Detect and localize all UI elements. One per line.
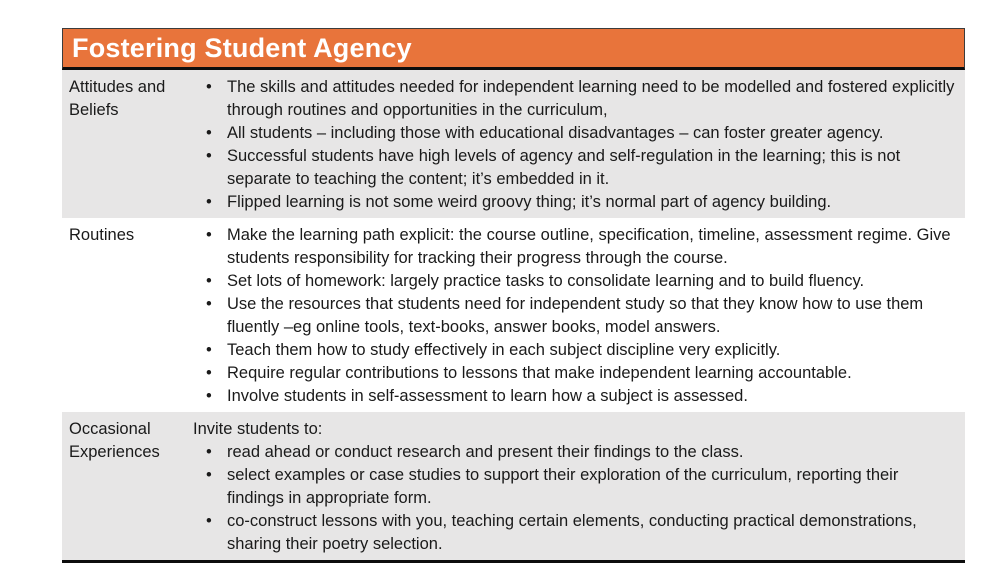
bullet-item: • Flipped learning is not some weird groovy thing; it’s normal part of agency building. <box>190 191 957 214</box>
row-label: Attitudes and Beliefs <box>69 78 166 119</box>
row-content <box>190 412 965 560</box>
table-row <box>62 70 965 218</box>
row-label: Occasional Experiences <box>69 420 160 461</box>
row-content <box>190 218 965 412</box>
table-header <box>62 28 965 70</box>
bullet-item: • The skills and attitudes needed for independent learning need to be modelled and fostered explicitly through routines and opportunities in the curriculum, <box>190 76 957 122</box>
bullet-item: • Involve students in self-assessment to learn how a subject is assessed. <box>190 385 957 408</box>
bullet-list <box>190 76 957 214</box>
row-content <box>190 70 965 218</box>
bullet-item: • co-construct lessons with you, teaching certain elements, conducting practical demonstrations, sharing their poetry selection. <box>190 510 957 556</box>
bullet-list <box>190 224 957 408</box>
bullet-list <box>190 441 957 556</box>
bullet-item: • Use the resources that students need for independent study so that they know how to use them fluently –eg online tools, text-books, answer books, model answers. <box>190 293 957 339</box>
page-title: Fostering Student Agency <box>72 32 412 63</box>
table-body <box>62 70 965 560</box>
bullet-item: • select examples or case studies to support their exploration of the curriculum, reporting their findings in appropriate form. <box>190 464 957 510</box>
bullet-item: • Make the learning path explicit: the course outline, specification, timeline, assessment regime. Give students responsibility for tracking their progress through the course. <box>190 224 957 270</box>
table-row <box>62 412 965 560</box>
bullet-item: • Require regular contributions to lessons that make independent learning accountable. <box>190 362 957 385</box>
bullet-item: • Teach them how to study effectively in each subject discipline very explicitly. <box>190 339 957 362</box>
row-lead: Invite students to: <box>193 420 323 438</box>
row-label: Routines <box>69 226 135 244</box>
table-row <box>62 218 965 412</box>
bullet-item: • read ahead or conduct research and present their findings to the class. <box>190 441 957 464</box>
bullet-item: • Successful students have high levels of agency and self-regulation in the learning; this is not separate to teaching the content; it’s embedded in it. <box>190 145 957 191</box>
fostering-agency-table <box>62 28 965 563</box>
bullet-item: • All students – including those with educational disadvantages – can foster greater agency. <box>190 122 957 145</box>
bullet-item: • Set lots of homework: largely practice tasks to consolidate learning and to build fluency. <box>190 270 957 293</box>
